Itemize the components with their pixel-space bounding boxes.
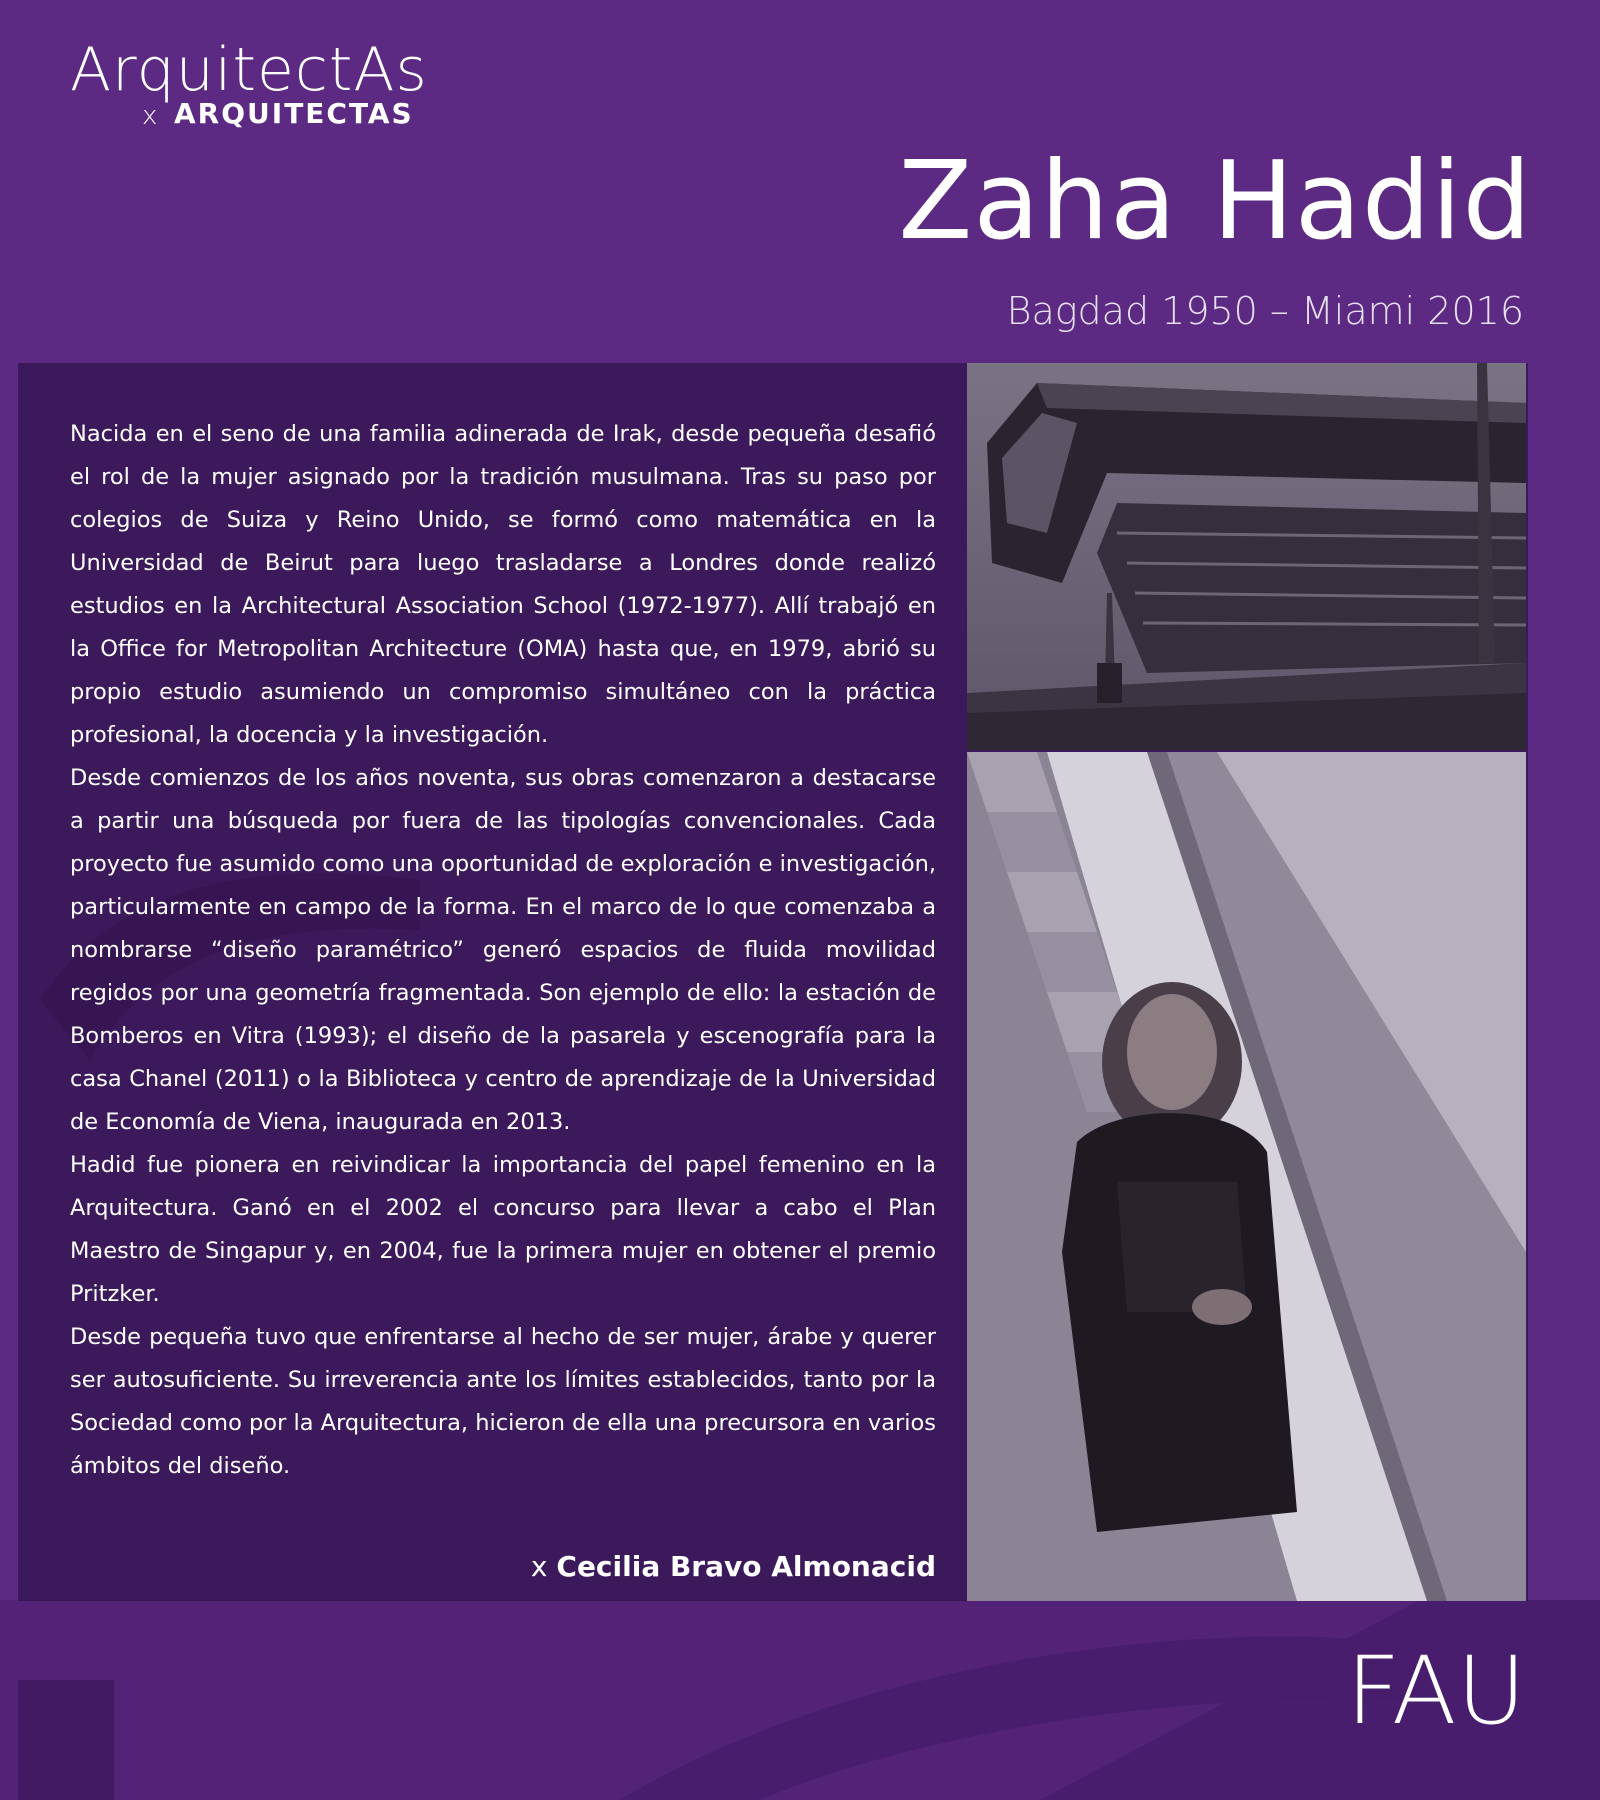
article-paragraph-1: Nacida en el seno de una familia adinerada de Irak, desde pequeña desafió el rol de la mujer asignado por la tradición musulmana. Tras su paso por colegios de Suiza y Reino Unido, se formó como matemática en la Universidad de Beirut para luego trasladarse a Londres donde realizó estudios en la Architectural Association School (1972-1977). Allí trabajó en la Office for Metropolitan Architecture (OMA) hasta que, en 1979, abrió su propio estudio asumiendo un compromiso simultáneo con la práctica profesional, la docencia y la investigación. bbox=[70, 421, 936, 748]
fau-logo-mark bbox=[1346, 1645, 1526, 1729]
byline bbox=[531, 1547, 936, 1587]
article-body bbox=[70, 413, 936, 1488]
arquitectas-logo bbox=[70, 35, 490, 140]
article-paragraph-2: Desde comienzos de los años noventa, sus obras comenzaron a destacarse a partir una búsqueda por fuera de las tipologías convencionales. Cada proyecto fue asumido como una oportunidad de exploración e investigación, particularmente en campo de la forma. En el marco de lo que comenzaba a nombrarse “diseño paramétrico” generó espacios de fluida movilidad regidos por una geometría fragmentada. Son ejemplo de ello: la estación de Bomberos en Vitra (1993); el diseño de la pasarela y escenografía para la casa Chanel (2011) o la Biblioteca y centro de aprendizaje de la Universidad de Economía de Viena, inaugurada en 2013. bbox=[70, 765, 936, 1135]
logo-x-text: x bbox=[142, 101, 158, 131]
byline-author: Cecilia Bravo Almonacid bbox=[556, 1550, 936, 1583]
logo-sub-text: ARQUITECTAS bbox=[174, 97, 414, 130]
page-title: Zaha Hadid bbox=[898, 139, 1532, 264]
fau-logo bbox=[1346, 1645, 1526, 1729]
building-photo bbox=[967, 363, 1526, 750]
life-dates: Bagdad 1950 – Miami 2016 bbox=[1006, 289, 1524, 333]
portrait-photo bbox=[967, 752, 1526, 1601]
article-paragraph-3: Hadid fue pionera en reivindicar la importancia del papel femenino en la Arquitectura. Ganó en el 2002 el concurso para llevar a cabo el Plan Maestro de Singapur y, en 2004, fue la primera mujer en obtener el premio Pritzker. bbox=[70, 1152, 936, 1307]
article-paragraph-4: Desde pequeña tuvo que enfrentarse al hecho de ser mujer, árabe y querer ser autosuficiente. Su irreverencia ante los límites establecidos, tanto por la Sociedad como por la Arquitectura, hicieron de ella una precursora en varios ámbitos del diseño. bbox=[70, 1324, 936, 1479]
logo-main-text: ArquitectAs bbox=[70, 35, 428, 105]
byline-prefix: x bbox=[530, 1550, 548, 1583]
fau-logo-text: FAU bbox=[1346, 1645, 1526, 1729]
